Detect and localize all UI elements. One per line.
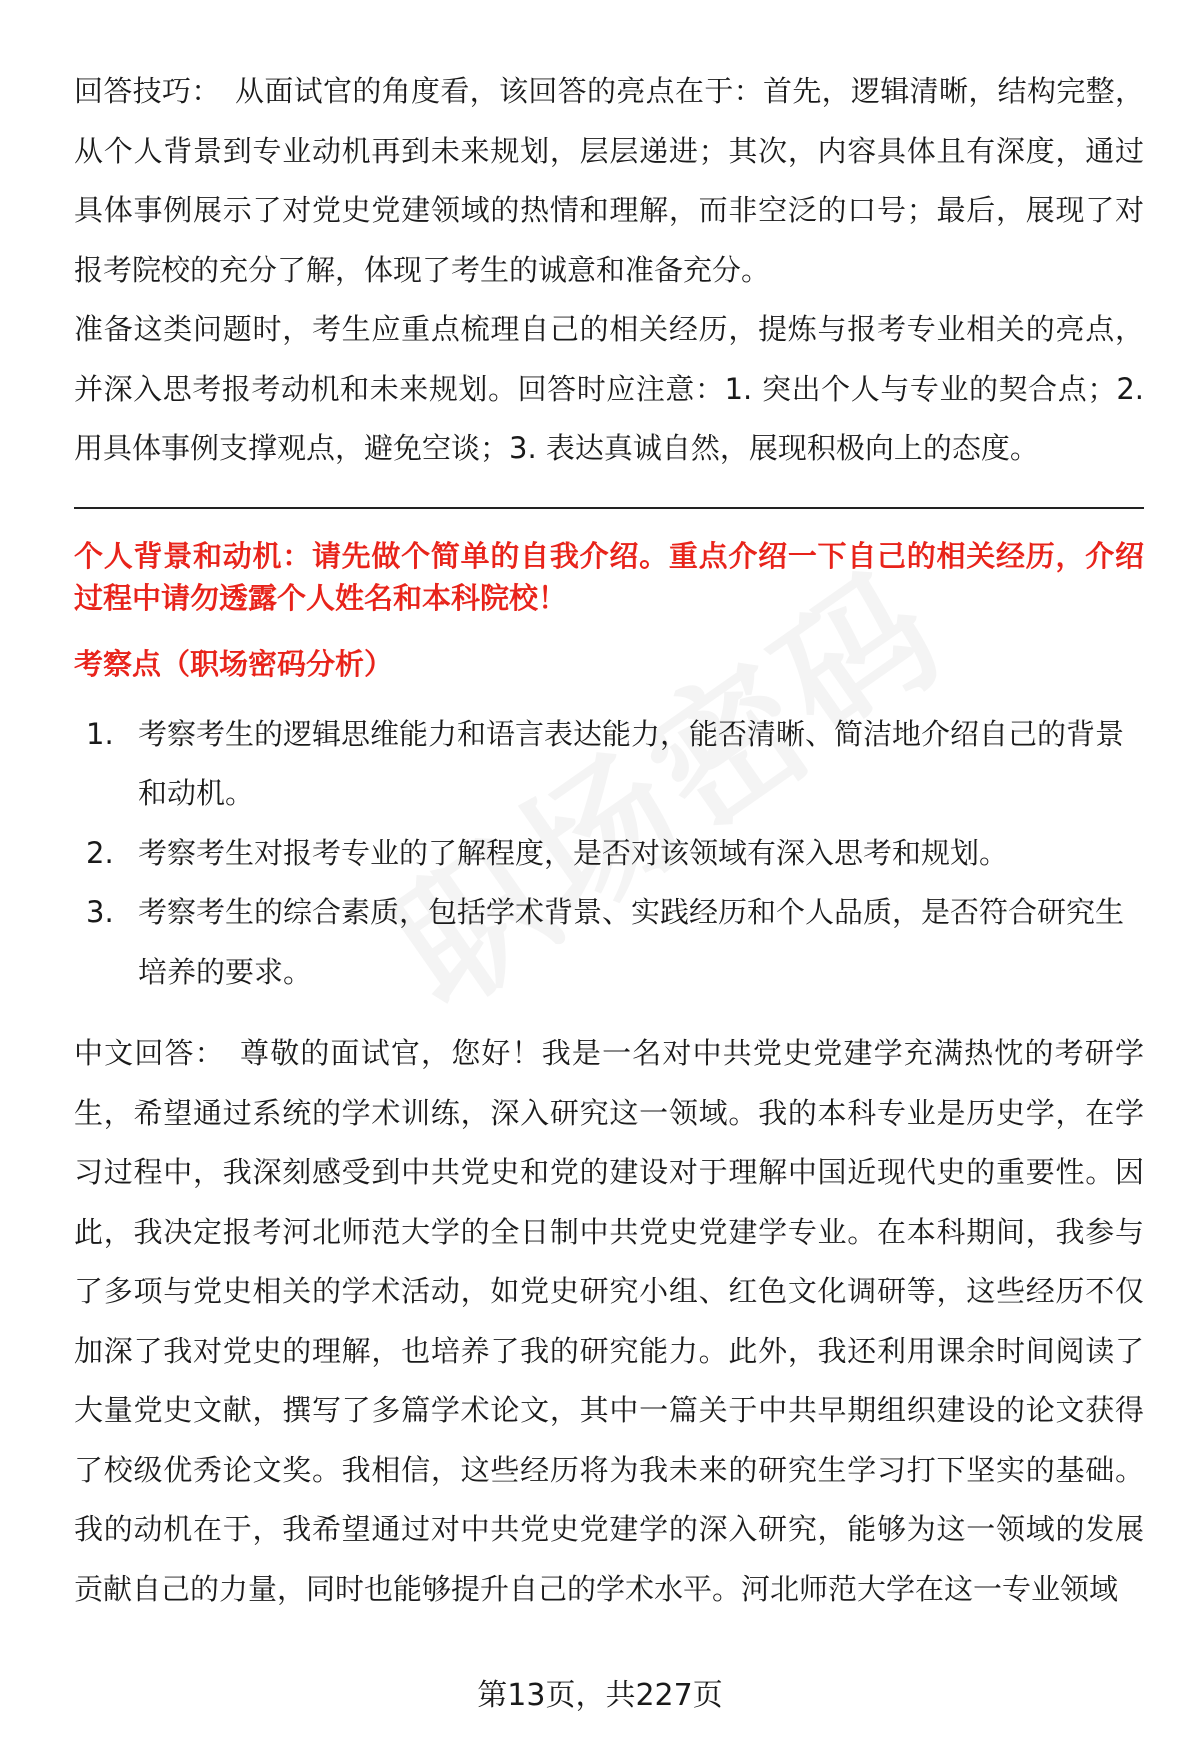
section-divider — [74, 507, 1144, 509]
focus-list — [74, 705, 1144, 1003]
list-text: 考察考生对报考专业的了解程度，是否对该领域有深入思考和规划。 — [138, 835, 1009, 870]
list-text: 考察考生的逻辑思维能力和语言表达能力，能否清晰、简洁地介绍自己的背景和动机。 — [138, 716, 1125, 810]
page-content — [74, 62, 1144, 1619]
list-number: 3. — [86, 895, 114, 929]
list-item — [74, 883, 1144, 1002]
question-heading: 个人背景和动机：请先做个简单的自我介绍。重点介绍一下自己的相关经历，介绍过程中请勿透露个人姓名和本科院校！ — [74, 538, 1144, 615]
list-number: 1. — [86, 716, 114, 751]
list-item — [74, 824, 1144, 884]
answer-text: 尊敬的面试官，您好！我是一名对中共党史党建学充满热忱的考研学生，希望通过系统的学术训练，深入研究这一领域。我的本科专业是历史学，在学习过程中，我深刻感受到中共党史和党的建设对于理解中国近现代史的重要性。因此，我决定报考河北师范大学的全日制中共党史党建学专业。在本科期间，我参与了多项与党史相关的学术活动，如党史研究小组、红色文化调研等，这些经历不仅加深了我对党史的理解，也培养了我的研究能力。此外，我还利用课余时间阅读了大量党史文献，撰写了多篇学术论文，其中一篇关于中共早期组织建设的论文获得了校级优秀论文奖。我相信，这些经历将为我未来的研究生学习打下坚实的基础。我的动机在于，我希望通过对中共党史党建学的深入研究，能够为这一领域的发展贡献自己的力量，同时也能够提升自己的学术水平。河北师范大学在这一专业领域 — [74, 1036, 1144, 1606]
tips-text: 从面试官的角度看，该回答的亮点在于：首先，逻辑清晰，结构完整，从个人背景到专业动机再到未来规划，层层递进；其次，内容具体且有深度，通过具体事例展示了对党史党建领域的热情和理解，而非空泛的口号；最后，展现了对报考院校的充分了解，体现了考生的诚意和准备充分。 — [74, 74, 1144, 287]
answer-label: 中文回答： — [74, 1036, 225, 1070]
tips-label: 回答技巧： — [74, 74, 221, 108]
list-text: 考察考生的综合素质，包括学术背景、实践经历和个人品质，是否符合研究生培养的要求。 — [138, 895, 1125, 989]
page-number: 第13页，共227页 — [477, 1678, 723, 1713]
tips-paragraph — [74, 62, 1144, 300]
prep-paragraph: 准备这类问题时，考生应重点梳理自己的相关经历，提炼与报考专业相关的亮点，并深入思考报考动机和未来规划。回答时应注意：1. 突出个人与专业的契合点；2. 用具体事例支撑观点，避免空谈；3. 表达真诚自然，展现积极向上的态度。 — [74, 312, 1144, 465]
answer-paragraph — [74, 1024, 1144, 1619]
focus-heading: 考察点（职场密码分析） — [74, 646, 394, 681]
list-number: 2. — [86, 835, 114, 870]
list-item — [74, 705, 1144, 824]
